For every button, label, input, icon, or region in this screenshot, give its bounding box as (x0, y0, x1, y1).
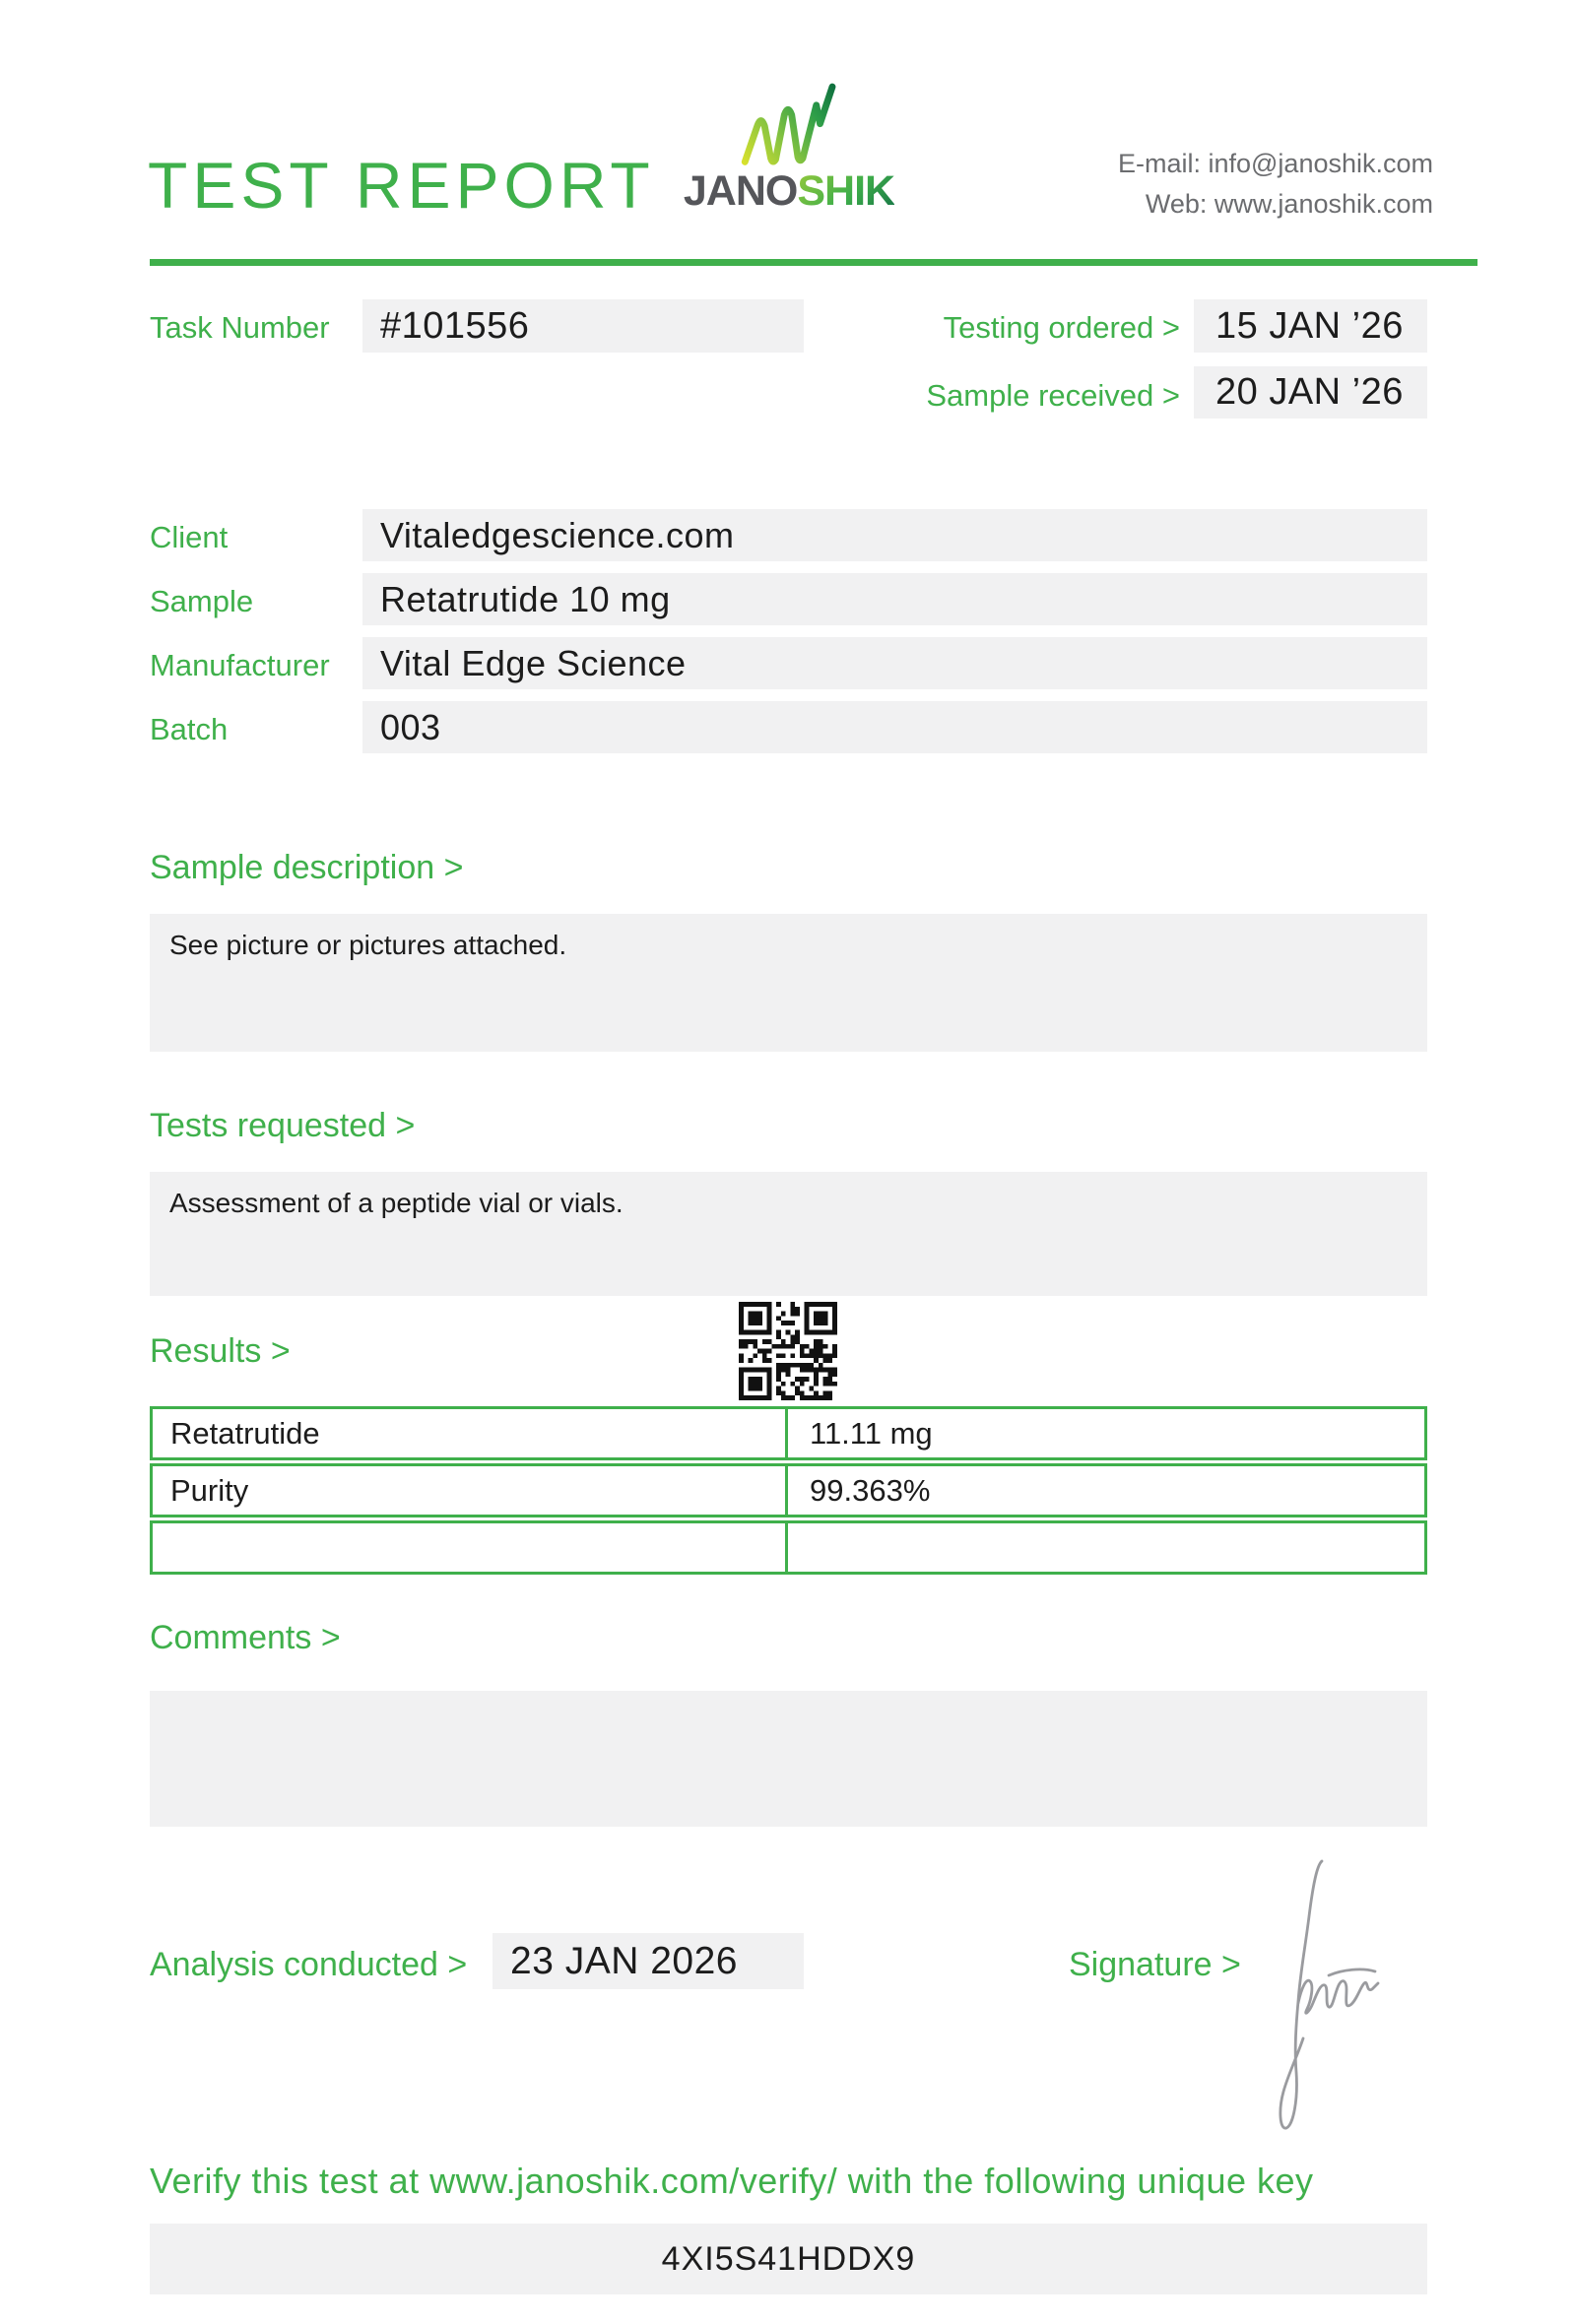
logo-text-jano: JANO (683, 167, 798, 215)
signature-label: Signature > (1069, 1946, 1241, 1983)
sample-label: Sample (150, 584, 254, 618)
results-heading: Results > (150, 1332, 291, 1370)
contact-web-value: www.janoshik.com (1214, 189, 1433, 219)
contact-email (1118, 144, 1433, 184)
result-value: 99.363% (788, 1463, 1427, 1517)
table-row (150, 1463, 1427, 1517)
client-label: Client (150, 520, 229, 554)
task-number-value: #101556 (362, 299, 804, 353)
header-divider (150, 259, 1478, 266)
result-name (150, 1520, 788, 1575)
result-value (788, 1520, 1427, 1575)
tests-requested-heading: Tests requested > (150, 1107, 416, 1144)
testing-ordered-label: Testing ordered > (943, 310, 1180, 345)
testing-ordered-value: 15 JAN ’26 (1194, 299, 1427, 353)
unique-key-value: 4XI5S41HDDX9 (150, 2224, 1427, 2294)
results-table (150, 1406, 1427, 1575)
growth-chart-icon (739, 81, 837, 165)
result-value: 11.11 mg (788, 1406, 1427, 1460)
contact-web-label: Web: (1145, 189, 1208, 219)
logo-text-shik: SHIK (797, 167, 895, 215)
sample-received-label: Sample received > (926, 378, 1180, 413)
signature-scribble (1274, 1855, 1384, 2137)
table-row (150, 1406, 1427, 1460)
result-name: Purity (150, 1463, 788, 1517)
comments-body (150, 1691, 1427, 1827)
client-value: Vitaledgescience.com (362, 509, 1427, 561)
contact-email-value: info@janoshik.com (1208, 149, 1433, 178)
table-row (150, 1520, 1427, 1575)
verify-instruction: Verify this test at www.janoshik.com/verify/ with the following unique key (150, 2161, 1314, 2201)
page-title: TEST REPORT (148, 149, 655, 222)
sample-description-heading: Sample description > (150, 849, 464, 886)
comments-heading: Comments > (150, 1619, 341, 1656)
analysis-conducted-value: 23 JAN 2026 (492, 1933, 804, 1989)
task-number-label: Task Number (150, 310, 330, 345)
sample-value: Retatrutide 10 mg (362, 573, 1427, 625)
tests-requested-body: Assessment of a peptide vial or vials. (150, 1172, 1427, 1296)
manufacturer-value: Vital Edge Science (362, 637, 1427, 689)
contact-email-label: E-mail: (1117, 149, 1201, 178)
manufacturer-label: Manufacturer (150, 648, 330, 682)
batch-label: Batch (150, 712, 229, 746)
logo-wordmark (680, 167, 898, 216)
contact-web (1118, 184, 1433, 225)
result-name: Retatrutide (150, 1406, 788, 1460)
sample-description-body: See picture or pictures attached. (150, 914, 1427, 1052)
sample-received-value: 20 JAN ’26 (1194, 366, 1427, 419)
contact-info (1118, 144, 1433, 225)
qr-code (739, 1302, 837, 1400)
analysis-conducted-label: Analysis conducted > (150, 1946, 468, 1983)
batch-value: 003 (362, 701, 1427, 753)
